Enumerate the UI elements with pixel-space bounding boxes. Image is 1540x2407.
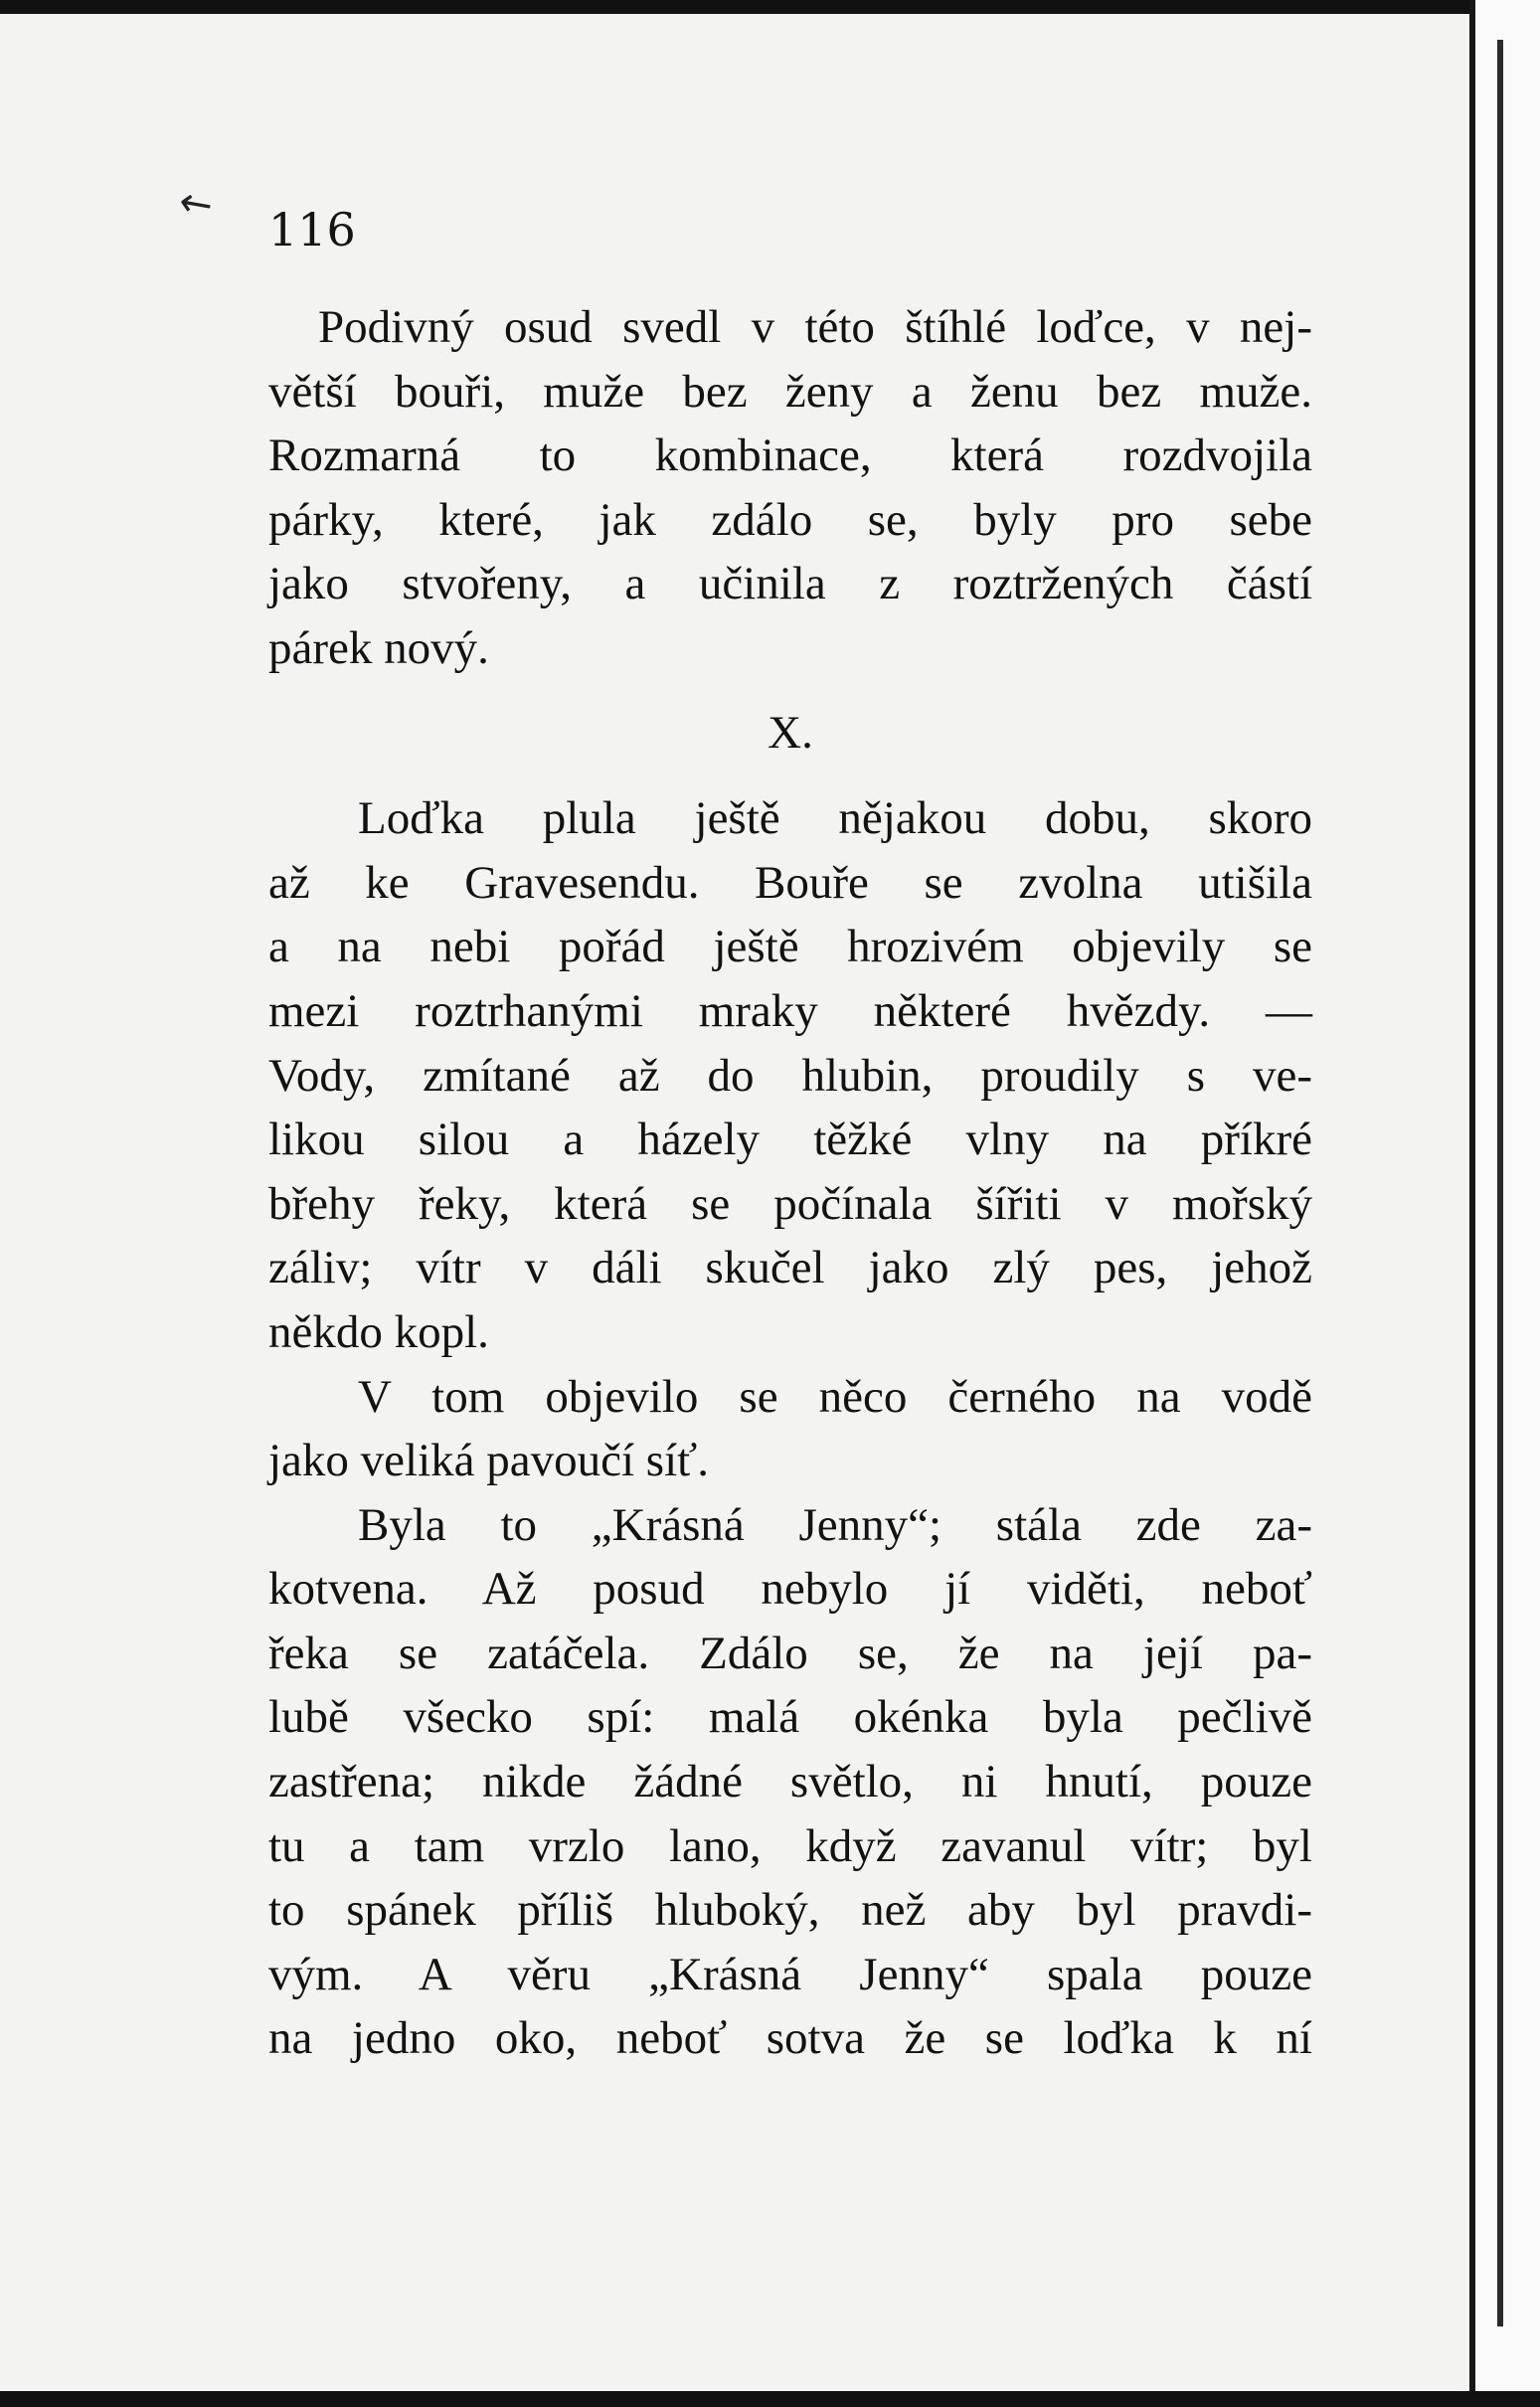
text-line: to spánek příliš hluboký, než aby byl pravdi- — [268, 1884, 1312, 1937]
text-line: zastřena; nikde žádné světlo, ni hnutí, pouze — [268, 1756, 1312, 1808]
text-line: jako veliká pavoučí síť. — [268, 1435, 709, 1487]
text-line: mezi roztrhanými mraky některé hvězdy. — — [268, 984, 1312, 1037]
text-line: párky, které, jak zdálo se, byly pro sebe — [268, 493, 1312, 546]
text-line: řeka se zatáčela. Zdálo se, že na její pa- — [268, 1627, 1312, 1679]
text-line: Vody, zmítané až do hlubin, proudily s ve- — [268, 1049, 1312, 1102]
text-line: a na nebi pořád ještě hrozivém objevily se — [268, 921, 1312, 973]
page-text — [268, 295, 1312, 2071]
text-line: břehy řeky, která se počínala šířiti v mořský — [268, 1177, 1312, 1230]
text-line: V tom objevilo se něco černého na vodě — [358, 1370, 1312, 1423]
text-line: záliv; vítr v dáli skučel jako zlý pes, jehož — [268, 1242, 1312, 1294]
scan-border — [0, 2391, 1540, 2407]
text-line: na jedno oko, neboť sotva že se loďka k ní — [268, 2012, 1312, 2065]
paragraph — [268, 786, 1312, 1364]
corner-mark: ↖ — [168, 175, 223, 233]
page-gutter — [1469, 0, 1540, 2407]
page-number: 116 — [268, 203, 356, 257]
book-page — [0, 14, 1469, 2393]
text-line: až ke Gravesendu. Bouře se zvolna utišila — [268, 856, 1312, 909]
text-line: jako stvořeny, a učinila z roztržených částí — [268, 558, 1312, 610]
chapter-heading: X. — [768, 706, 813, 759]
text-line: vým. A věru „Krásná Jenny“ spala pouze — [268, 1948, 1312, 2000]
paragraph — [268, 1493, 1312, 2071]
text-line: Rozmarná to kombinace, která rozdvojila — [268, 430, 1312, 482]
text-line: Podivný osud svedl v této štíhlé loďce, v nej- — [318, 301, 1312, 353]
text-line: kotvena. Až posud nebylo jí viděti, neboť — [268, 1563, 1312, 1616]
paragraph — [268, 1365, 1312, 1493]
paragraph — [268, 295, 1312, 681]
text-line: likou silou a házely těžké vlny na příkré — [268, 1114, 1312, 1166]
text-line: lubě všecko spí: malá okénka byla pečlivě — [268, 1691, 1312, 1744]
text-line: větší bouři, muže bez ženy a ženu bez muže. — [268, 365, 1312, 418]
text-line: párek nový. — [268, 621, 489, 674]
text-line: Loďka plula ještě nějakou dobu, skoro — [358, 792, 1312, 845]
gutter-rule — [1497, 40, 1503, 2326]
text-line: někdo kopl. — [268, 1305, 489, 1358]
text-line: Byla to „Krásná Jenny“; stála zde za- — [358, 1498, 1312, 1551]
text-line: tu a tam vrzlo lano, když zavanul vítr; byl — [268, 1819, 1312, 1872]
